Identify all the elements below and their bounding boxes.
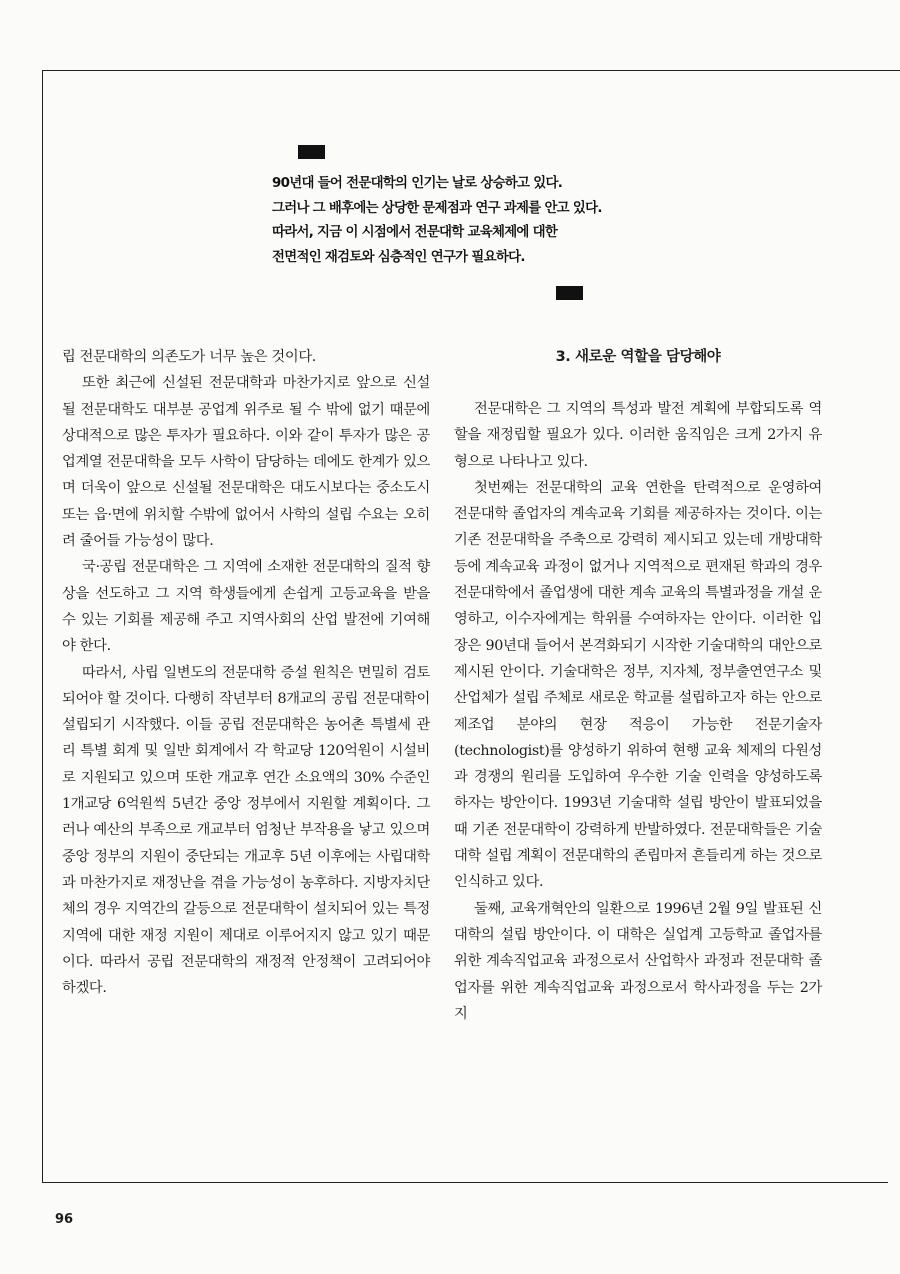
left-rule xyxy=(42,70,43,1182)
section-heading: 3. 새로운 역할을 담당해야 xyxy=(555,349,721,365)
paragraph: 따라서, 사립 일변도의 전문대학 증설 원칙은 면밀히 검토되어야 할 것이다. 다행히 작년부터 8개교의 공립 전문대학이 설립되기 시작했다. 이들 공립 전문대학은 농어촌 특별세 관리 특별 회계 및 일반 회계에서 각 학교당 120억원이 시설비로 지원되고 있으며 또한 개교후 연간 소요액의 30% 수준인 1개교당 6억원씩 5년간 중앙 정부에서 지원할 계획이다. 그러나 예산의 부족으로 개교부터 엄청난 부작용을 낳고 있으며 중앙 정부의 지원이 중단되는 개교후 5년 이후에는 사립대학과 마찬가지로 재정난을 겪을 가능성이 농후하다. 지방자치단체의 경우 지역간의 갈등으로 전문대학이 설치되어 있는 특정지역에 대한 재정 지원이 제대로 이루어지지 않고 있기 때문이다. 따라서 공립 전문대학의 재정적 안정책이 고려되어야 하겠다. xyxy=(62,664,430,997)
pull-quote xyxy=(272,172,692,270)
pull-quote-close-mark xyxy=(556,286,583,300)
right-column xyxy=(454,344,822,1027)
top-rule xyxy=(42,70,900,71)
pull-quote-open-mark xyxy=(298,145,325,159)
pull-quote-line: 그러나 그 배후에는 상당한 문제점과 연구 과제를 안고 있다. xyxy=(272,200,602,216)
paragraph: 립 전문대학의 의존도가 너무 높은 것이다. xyxy=(62,349,316,365)
paragraph: 또한 최근에 신설된 전문대학과 마찬가지로 앞으로 신설될 전문대학도 대부분 공업계 위주로 될 수 밖에 없기 때문에 상대적으로 많은 투자가 필요하다. 이와 같이 투자가 많은 공업계열 전문대학을 모두 사학이 담당하는 데에도 한계가 있으며 더욱이 앞으로 신설될 전문대학은 대도시보다는 중소도시 또는 읍·면에 위치할 수밖에 없어서 사학의 설립 수요는 오히려 줄어들 가능성이 많다. xyxy=(62,375,430,550)
pull-quote-line: 따라서, 지금 이 시점에서 전문대학 교육체제에 대한 xyxy=(272,225,558,240)
paragraph: 국·공립 전문대학은 그 지역에 소재한 전문대학의 질적 향상을 선도하고 그 지역 학생들에게 손쉽게 고등교육을 받을 수 있는 기회를 제공해 주고 지역사회의 산업 발전에 기여해야 한다. xyxy=(62,559,430,655)
bottom-rule xyxy=(42,1182,888,1183)
paragraph: 둘째, 교육개혁안의 일환으로 1996년 2월 9일 발표된 신대학의 설립 방안이다. 이 대학은 실업계 고등학교 졸업자를 위한 계속직업교육 과정으로서 산업학사 과정과 전문대학 졸업자를 위한 계속직업교육 과정으로서 학사과정을 두는 2가지 xyxy=(454,900,822,1022)
paragraph: 전문대학은 그 지역의 특성과 발전 계획에 부합되도록 역할을 재정립할 필요가 있다. 이러한 움직임은 크게 2가지 유형으로 나타나고 있다. xyxy=(454,401,822,470)
pull-quote-line: 90년대 들어 전문대학의 인기는 날로 상승하고 있다. xyxy=(272,176,563,191)
left-column xyxy=(62,344,430,1001)
paragraph: 첫번째는 전문대학의 교육 연한을 탄력적으로 운영하여 전문대학 졸업자의 계속교육 기회를 제공하자는 것이다. 이는 기존 전문대학을 주축으로 강력히 제시되고 있는데 개방대학 등에 계속교육 과정이 없거나 지역적으로 편재된 학과의 경우 전문대학에서 졸업생에 대한 계속 교육의 특별과정을 개설 운영하고, 이수자에게는 학위를 수여하자는 안이다. 이러한 입장은 90년대 들어서 본격화되기 시작한 기술대학의 대안으로 제시된 안이다. 기술대학은 정부, 지자체, 정부출연연구소 및 산업체가 설립 주체로 새로운 학교를 설립하고자 하는 안으로 제조업 분야의 현장 적응이 가능한 전문기술자(technologist)를 양성하기 위하여 현행 교육 체제의 다원성과 경쟁의 원리를 도입하여 우수한 기술 인력을 양성하도록 하자는 방안이다. 1993년 기술대학 설립 방안이 발표되었을 때 기존 전문대학이 강력하게 반발하였다. 전문대학들은 기술대학 설립 계획이 전문대학의 존립마저 흔들리게 하는 것으로 인식하고 있다. xyxy=(454,479,822,891)
pull-quote-line: 전면적인 재검토와 심층적인 연구가 필요하다. xyxy=(272,249,525,265)
page-number: 96 xyxy=(55,1212,74,1227)
